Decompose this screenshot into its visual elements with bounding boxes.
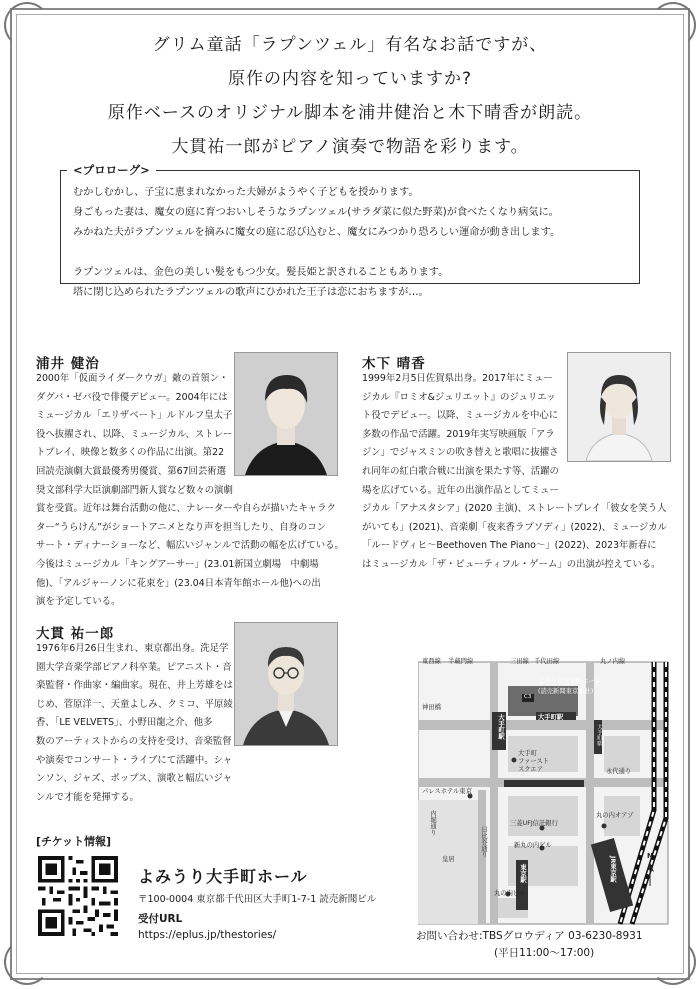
- prologue-line: 塔に閉じ込められたラプンツェルの歌声にひかれた王子は恋におちますが…。: [73, 287, 429, 298]
- cast-name-onuki: 大貫 祐一郎: [36, 626, 115, 642]
- bio-line: 回読売演劇大賞最優秀男優賞、第67回芸術選: [36, 465, 227, 477]
- cast-name-urai: 浦井 健治: [36, 356, 100, 372]
- map-label-marunouchi-bldg: 丸の内ビル: [494, 890, 526, 897]
- bio-line: ジカル「アナスタシア」(2020 主演)、ストレートプレイ「彼女を笑う人: [362, 503, 667, 515]
- prologue-line: 身ごもった妻は、魔女の庭に育つおいしそうなラプンツェル(サラダ菜に似た野菜)が食べたくなり病気に。: [73, 207, 559, 218]
- map-label-tokyo-station: 東京駅: [519, 864, 526, 883]
- bio-line: 役へ抜擢され、以降、ミュージカル、ストレー: [36, 428, 233, 440]
- bio-kinoshita: [362, 370, 667, 575]
- prologue-box: [60, 163, 640, 298]
- bio-line: ンソン、ジャズ、ポップス、演歌と幅広いジャ: [36, 773, 232, 785]
- map-label-eitai: 永代通り: [606, 768, 632, 775]
- map-label-palace-hotel: パレスホテル東京: [422, 788, 472, 795]
- contact-info: お問い合わせ:TBSグロウディア 03-6230-8931: [416, 930, 643, 942]
- bio-line: 2000年「仮面ライダークウガ」敵の首領ン・: [36, 373, 229, 384]
- corner-ornament-icon: [650, 939, 696, 985]
- bio-line: 演を予定している。: [36, 596, 121, 608]
- headline-line-1: グリム童話「ラプンツェル」有名なお話ですが、: [152, 35, 548, 55]
- bio-line: 今後はミュージカル「キングアーサー」(23.01新国立劇場 中劇場: [36, 558, 319, 570]
- headline-line-4: 大貫祐一郎がピアノ演奏で物語を彩ります。: [171, 137, 529, 157]
- bio-line: 園大学音楽学部ピアノ科卒業。ピアニスト・音: [36, 661, 232, 673]
- map-label-mita: 三田線: [510, 658, 529, 665]
- bio-line: 他)、「アルジャーノンに花束を」(23.04日本青年館ホール他)への出: [36, 577, 321, 589]
- bio-urai: [36, 370, 344, 612]
- headline-line-2: 原作の内容を知っていますか?: [227, 69, 473, 89]
- map-label-first-square: 大手町 ファースト スクエア: [518, 750, 550, 773]
- map-label-hanzomon: 半蔵門線: [448, 658, 474, 665]
- map-label-hibiya: 日比谷通り: [480, 826, 487, 858]
- access-map: [418, 650, 680, 933]
- map-label-kokyo: 皇居: [442, 856, 455, 863]
- bio-line: 賞を受賞。近年は舞台活動の他に、ナレーターや自らが描いたキャラク: [36, 503, 336, 515]
- bio-line: サート・ディナーショーなど、幅広いジャンルで活動の幅を広げている。: [36, 540, 344, 552]
- contact-hours: (平日11:00～17:00): [494, 947, 595, 959]
- ticket-url-link[interactable]: https://eplus.jp/thestories/: [138, 929, 277, 941]
- bio-line: はミュージカル「ザ・ビューティフル・ゲーム」の出演が控えている。: [362, 558, 661, 570]
- bio-line: 1999年2月5日佐賀県出身。2017年にミュー: [362, 373, 553, 384]
- venue-name: よみうり大手町ホール: [138, 867, 308, 886]
- prologue-body: [73, 183, 633, 303]
- prologue-line: ラプンツェルは、金色の美しい髪をもつ少女。髪長姫と訳されることもあります。: [73, 267, 449, 278]
- map-label-hall: よみうり大手町ホール: [538, 678, 601, 685]
- headline-line-3: 原作ベースのオリジナル脚本を浦井健治と木下晴香が朗読。: [107, 103, 593, 123]
- bio-line: ト役でデビュー。以降、ミュージカルを中心に: [362, 410, 559, 422]
- bio-line: 数のアーティストからの支持を受け、音楽監督: [36, 735, 232, 747]
- bio-line: 香、「LE VELVETS」、小野田龍之介、他多: [36, 717, 213, 729]
- bio-line: れ同年の紅白歌合戦に出演を果たす等、活躍の: [362, 465, 559, 477]
- map-label-jr-tokyo: JR東京駅: [609, 856, 616, 883]
- north-arrow-icon: N: [647, 852, 653, 860]
- bio-line: ター“うらけん”がショートアニメとなり声を担当したり、自身のコン: [36, 521, 327, 533]
- bio-line: 1976年6月26日生まれ、東京都出身。洗足学: [36, 643, 229, 654]
- bio-line: ジカル『ロミオ&ジュリエット』のジュリエッ: [362, 391, 556, 403]
- bio-line: ミュージカル「エリザベート」ルドルフ皇太子: [36, 410, 233, 422]
- prologue-line: むかしむかし、子宝に恵まれなかった夫婦がようやく子どもを授かります。: [73, 187, 419, 198]
- prologue-line: みかねた夫がラプンツェルを摘みに魔女の庭に忍び込むと、魔女にみつかり恐ろしい運命が動き出します。: [73, 227, 561, 238]
- prologue-line: [73, 243, 633, 263]
- map-label-oazo: 丸の内オアゾ: [596, 812, 634, 819]
- bio-line: ジン」でジャスミンの吹き替えと歌唱に抜擢さ: [362, 447, 559, 459]
- bio-line: 場を広げている。近年の出演作品としてミュー: [362, 484, 559, 496]
- corner-ornament-icon: [4, 939, 50, 985]
- cast-name-kinoshita: 木下 晴香: [362, 356, 426, 372]
- bio-line: ンルで才能を発揮する。: [36, 791, 139, 803]
- bio-line: 多数の作品で活躍。2019年実写映画版「アラ: [362, 428, 555, 440]
- bio-line: や演奏でコンサート・ライブにて活躍中。シャ: [36, 754, 233, 766]
- bio-line: トプレイ、映像と数多くの作品に出演。第22: [36, 447, 225, 459]
- map-label-marunouchi: 丸ノ内線: [600, 658, 626, 665]
- bio-line: ダグバ・ゼバ役で俳優デビュー。2004年には: [36, 391, 228, 403]
- map-label-uchibori: 内堀通り: [429, 810, 436, 836]
- map-label-chiyoda: 千代田線: [534, 658, 560, 665]
- url-label: 受付URL: [138, 913, 183, 925]
- map-label-tozai: 東西線: [422, 658, 441, 665]
- bio-line: じめ、菅原洋一、天童よしみ、クミコ、平原綾: [36, 698, 233, 710]
- map-label-otemachi-station: 大手町駅: [538, 714, 564, 721]
- map-label-otemachi-station: 大手町駅: [497, 714, 504, 740]
- map-label-kandabashi: 神田橋: [422, 704, 441, 711]
- map-label-otemachi-station: 大手町駅: [596, 724, 602, 746]
- prologue-title: <プロローグ>: [67, 160, 156, 180]
- ticket-info-title: [チケット情報]: [36, 835, 112, 848]
- bio-onuki: [36, 640, 233, 807]
- bio-line: 奨文部科学大臣演劇部門新人賞など数々の演劇: [36, 484, 233, 496]
- map-label-hall-sub: (読売新聞東京本社): [538, 688, 594, 695]
- map-label-mufg: 三菱UFJ信託銀行: [510, 820, 558, 827]
- bio-line: がいても」(2021)、音楽劇「夜来香ラプソディ」(2022)、ミュージカル: [362, 521, 667, 533]
- portrait-onuki: [234, 622, 338, 746]
- bio-line: 楽監督・作曲家・編曲家。現在、井上芳雄をは: [36, 680, 233, 692]
- qr-code-icon[interactable]: [38, 856, 118, 936]
- venue-address: 〒100-0004 東京都千代田区大手町1-7-1 読売新聞ビル: [138, 894, 377, 905]
- map-label-c3: C3: [524, 694, 532, 700]
- bio-line: 「ルードヴィヒ～Beethoven The Piano～」(2022)、2023年新春に: [362, 540, 657, 552]
- map-label-shinmarunouchi: 新丸の内ビル: [514, 842, 552, 849]
